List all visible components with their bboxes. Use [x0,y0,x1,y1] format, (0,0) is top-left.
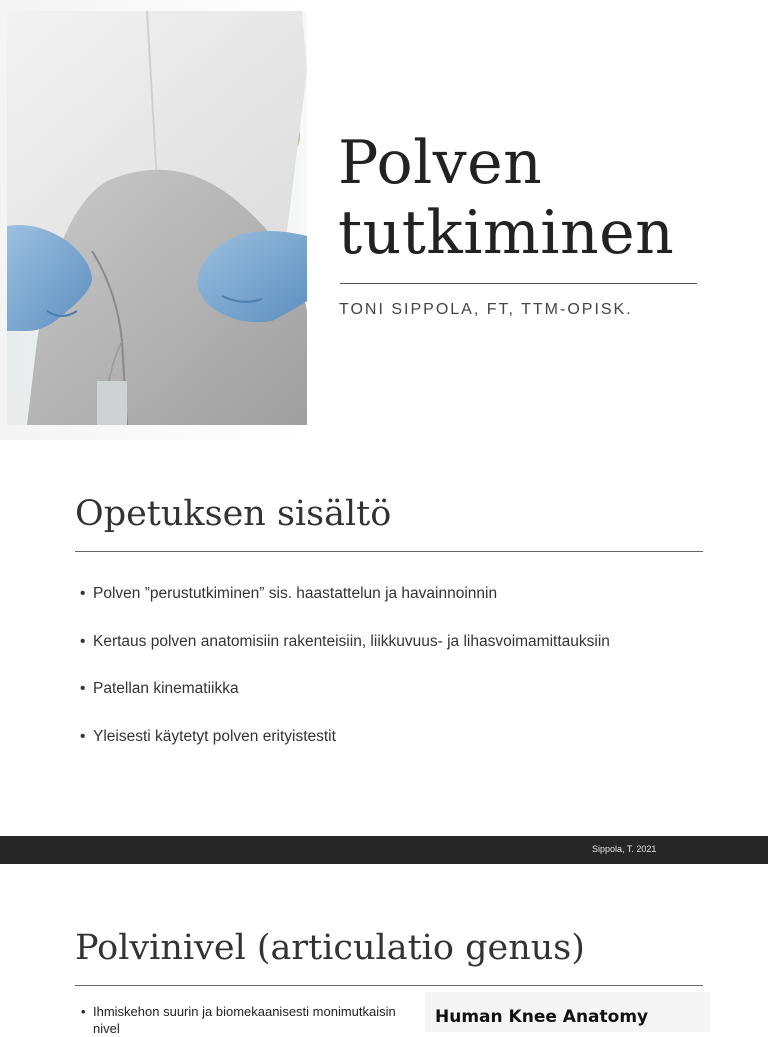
knee-exam-illustration [7,11,307,425]
title-line-1: Polven [338,128,543,198]
bullet-text: Patellan kinematiikka [93,680,239,697]
author-subtitle: TONI SIPPOLA, FT, TTM-OPISK. [339,301,633,318]
slide-footer [0,836,768,864]
title-line-2: tutkiminen [338,198,675,268]
title-divider [75,985,703,986]
bullet-text: Kertaus polven anatomisiin rakenteisiin, liikkuvuus- ja lihasvoimamittauksiin [93,632,610,650]
figure-title: Human Knee Anatomy [435,1007,649,1027]
list-item: • Ihmiskehon suurin ja biomekaanisesti monimutkaisin nivel [81,1003,421,1037]
knee-exam-photo [7,11,307,425]
slide-title: Opetuksen sisältö [75,494,392,534]
footer-credit: Sippola, T. 2021 [592,844,657,854]
anatomy-slide [0,864,768,1036]
bullet-list [80,582,610,772]
bullet-text: Ihmiskehon suurin ja biomekaanisesti monimutkaisin [93,1004,396,1019]
list-item: • Kertaus polven anatomisiin rakenteisiin, liikkuvuus- ja lihasvoimamittauksiin [80,632,610,650]
title-divider [75,551,703,552]
main-title [338,128,708,268]
knee-anatomy-figure [425,992,710,1032]
content-slide [0,452,768,836]
list-item: • Yleisesti käytetyt polven erityistestit [80,727,336,745]
title-divider [340,283,697,284]
bullet-text: Yleisesti käytetyt polven erityistestit [93,727,336,745]
list-item: • Polven ”perustutkiminen” sis. haastattelun ja havainnoinnin [80,585,498,602]
slide-title: Polvinivel (articulatio genus) [75,928,585,968]
list-item: • Patellan kinematiikka [80,680,239,697]
title-slide [0,0,768,440]
bullet-text-continued: nivel [93,1021,120,1036]
title-block [338,128,708,268]
bullet-text: Polven ”perustutkiminen” sis. haastattelun ja havainnoinnin [93,585,498,602]
